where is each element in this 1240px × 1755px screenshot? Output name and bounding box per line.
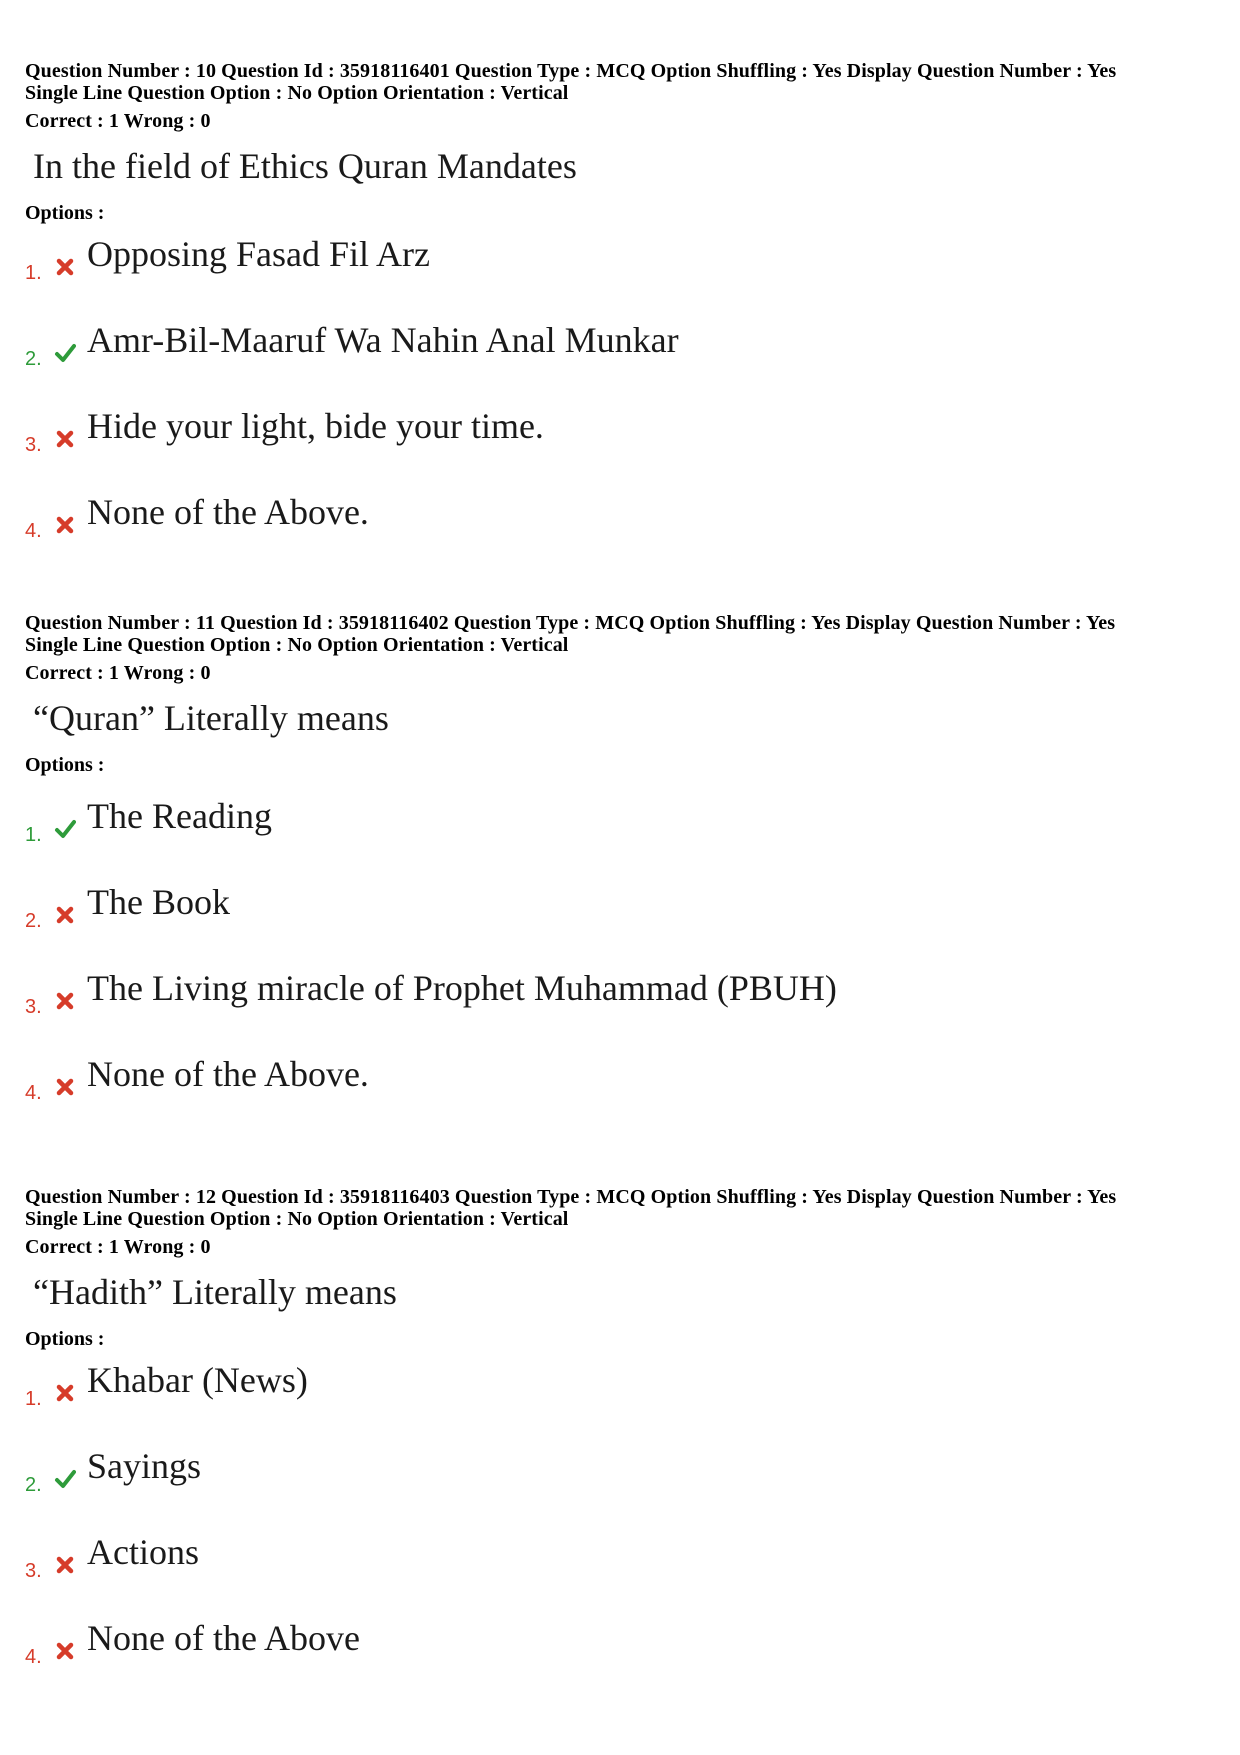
option-item	[25, 406, 1225, 492]
question-meta-line: Question Number : 10 Question Id : 35918116401 Question Type : MCQ Option Shuffling : Yes Display Question Number : Yes	[25, 60, 1117, 82]
option-number: 4.	[25, 520, 42, 542]
question-stem: “Quran” Literally means	[33, 698, 389, 738]
option-text: Sayings	[87, 1446, 202, 1486]
option-number: 3.	[25, 996, 42, 1018]
option-item	[25, 882, 1225, 968]
option-item	[25, 1618, 1225, 1704]
option-item	[25, 968, 1225, 1054]
cross-icon	[54, 256, 76, 278]
option-item	[25, 234, 1225, 320]
options-label: Options :	[25, 1328, 105, 1350]
option-item	[25, 1446, 1225, 1532]
question-meta-line: Single Line Question Option : No Option Orientation : Vertical	[25, 634, 569, 656]
option-number: 3.	[25, 1560, 42, 1582]
option-text: None of the Above	[87, 1618, 360, 1658]
question-meta-line: Single Line Question Option : No Option Orientation : Vertical	[25, 1208, 569, 1230]
option-text: Khabar (News)	[87, 1360, 308, 1400]
option-number: 1.	[25, 1388, 42, 1410]
option-text: Hide your light, bide your time.	[87, 406, 544, 446]
option-text: The Living miracle of Prophet Muhammad (PBUH)	[87, 968, 837, 1008]
option-item	[25, 1360, 1225, 1446]
option-number: 4.	[25, 1646, 42, 1668]
option-number: 1.	[25, 262, 42, 284]
option-list	[25, 1360, 1225, 1704]
option-number: 2.	[25, 910, 42, 932]
option-text: Actions	[87, 1532, 199, 1572]
score-line: Correct : 1 Wrong : 0	[25, 110, 211, 132]
option-number: 2.	[25, 1474, 42, 1496]
option-number: 3.	[25, 434, 42, 456]
score-line: Correct : 1 Wrong : 0	[25, 662, 211, 684]
cross-icon	[54, 1382, 76, 1404]
options-label: Options :	[25, 202, 105, 224]
question-stem: “Hadith” Literally means	[33, 1272, 397, 1312]
cross-icon	[54, 904, 76, 926]
option-item	[25, 1054, 1225, 1140]
question-block-11	[25, 612, 1225, 1140]
option-item	[25, 1532, 1225, 1618]
option-item	[25, 320, 1225, 406]
question-block-12	[25, 1186, 1225, 1704]
cross-icon	[54, 1554, 76, 1576]
cross-icon	[54, 990, 76, 1012]
question-meta-line: Single Line Question Option : No Option Orientation : Vertical	[25, 82, 569, 104]
cross-icon	[54, 514, 76, 536]
option-text: Amr-Bil-Maaruf Wa Nahin Anal Munkar	[87, 320, 679, 360]
option-text: Opposing Fasad Fil Arz	[87, 234, 431, 274]
option-number: 4.	[25, 1082, 42, 1104]
option-text: None of the Above.	[87, 1054, 369, 1094]
options-label: Options :	[25, 754, 105, 776]
option-item	[25, 492, 1225, 578]
question-meta-line: Question Number : 12 Question Id : 35918116403 Question Type : MCQ Option Shuffling : Yes Display Question Number : Yes	[25, 1186, 1117, 1208]
option-item	[25, 796, 1225, 882]
option-text: The Reading	[87, 796, 272, 836]
check-icon	[54, 818, 76, 840]
check-icon	[54, 1468, 76, 1490]
question-stem: In the field of Ethics Quran Mandates	[33, 146, 577, 186]
cross-icon	[54, 1076, 76, 1098]
question-block-10	[25, 60, 1225, 578]
option-number: 1.	[25, 824, 42, 846]
check-icon	[54, 342, 76, 364]
option-text: The Book	[87, 882, 230, 922]
score-line: Correct : 1 Wrong : 0	[25, 1236, 211, 1258]
cross-icon	[54, 1640, 76, 1662]
cross-icon	[54, 428, 76, 450]
option-text: None of the Above.	[87, 492, 369, 532]
option-list	[25, 796, 1225, 1140]
option-list	[25, 234, 1225, 578]
question-meta-line: Question Number : 11 Question Id : 35918116402 Question Type : MCQ Option Shuffling : Yes Display Question Number : Yes	[25, 612, 1116, 634]
option-number: 2.	[25, 348, 42, 370]
